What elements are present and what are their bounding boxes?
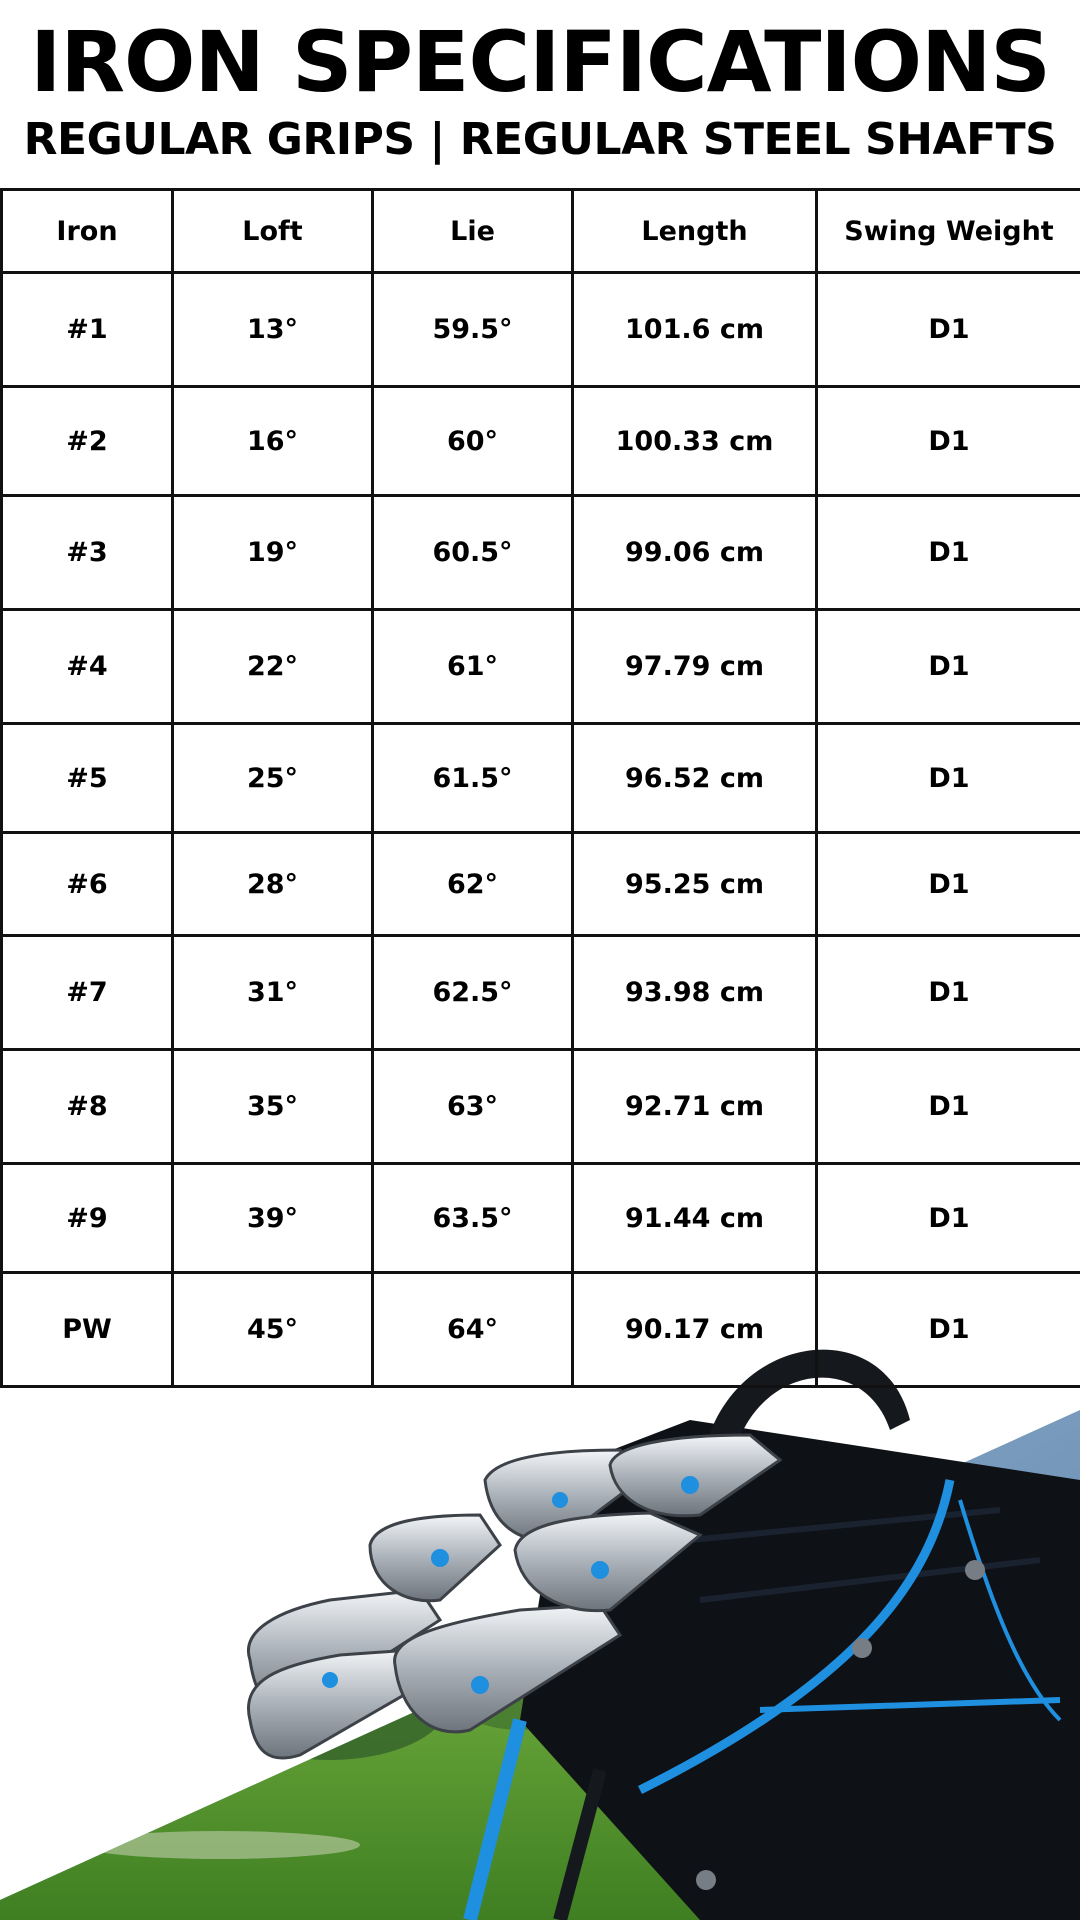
column-header-lie: Lie bbox=[373, 190, 573, 273]
cell-swing-weight: D1 bbox=[817, 833, 1080, 936]
table-row bbox=[2, 1050, 1080, 1164]
cell-length: 100.33 cm bbox=[573, 387, 817, 496]
cell-iron: #1 bbox=[2, 273, 173, 387]
cell-swing-weight: D1 bbox=[817, 610, 1080, 724]
cell-swing-weight: D1 bbox=[817, 1164, 1080, 1273]
golf-bag-photo bbox=[0, 1300, 1080, 1920]
cell-lie: 64° bbox=[373, 1273, 573, 1387]
cell-loft: 39° bbox=[173, 1164, 373, 1273]
cell-iron: #6 bbox=[2, 833, 173, 936]
cell-length: 97.79 cm bbox=[573, 610, 817, 724]
cell-length: 93.98 cm bbox=[573, 936, 817, 1050]
cell-swing-weight: D1 bbox=[817, 1050, 1080, 1164]
table-row bbox=[2, 496, 1080, 610]
cell-iron: #7 bbox=[2, 936, 173, 1050]
cell-swing-weight: D1 bbox=[817, 273, 1080, 387]
table-row bbox=[2, 833, 1080, 936]
table-row bbox=[2, 273, 1080, 387]
column-header-loft: Loft bbox=[173, 190, 373, 273]
cell-loft: 16° bbox=[173, 387, 373, 496]
table-row bbox=[2, 1273, 1080, 1387]
page-title: IRON SPECIFICATIONS bbox=[30, 13, 1050, 111]
cell-loft: 13° bbox=[173, 273, 373, 387]
cell-lie: 62.5° bbox=[373, 936, 573, 1050]
cell-lie: 63° bbox=[373, 1050, 573, 1164]
cell-length: 101.6 cm bbox=[573, 273, 817, 387]
cell-lie: 61° bbox=[373, 610, 573, 724]
cell-loft: 35° bbox=[173, 1050, 373, 1164]
cell-swing-weight: D1 bbox=[817, 724, 1080, 833]
cell-lie: 61.5° bbox=[373, 724, 573, 833]
cell-iron: #4 bbox=[2, 610, 173, 724]
cell-iron: #5 bbox=[2, 724, 173, 833]
cell-iron: #9 bbox=[2, 1164, 173, 1273]
cell-lie: 62° bbox=[373, 833, 573, 936]
cell-length: 96.52 cm bbox=[573, 724, 817, 833]
cell-iron: PW bbox=[2, 1273, 173, 1387]
cell-loft: 31° bbox=[173, 936, 373, 1050]
table-row bbox=[2, 610, 1080, 724]
table-row bbox=[2, 387, 1080, 496]
cell-swing-weight: D1 bbox=[817, 387, 1080, 496]
cell-loft: 45° bbox=[173, 1273, 373, 1387]
cell-length: 91.44 cm bbox=[573, 1164, 817, 1273]
table-header-row bbox=[2, 190, 1080, 273]
cell-loft: 19° bbox=[173, 496, 373, 610]
cell-lie: 60° bbox=[373, 387, 573, 496]
table-row bbox=[2, 1164, 1080, 1273]
cell-loft: 28° bbox=[173, 833, 373, 936]
cell-iron: #3 bbox=[2, 496, 173, 610]
cell-loft: 25° bbox=[173, 724, 373, 833]
cell-lie: 60.5° bbox=[373, 496, 573, 610]
cell-iron: #2 bbox=[2, 387, 173, 496]
cell-length: 95.25 cm bbox=[573, 833, 817, 936]
cell-swing-weight: D1 bbox=[817, 936, 1080, 1050]
iron-specs-table bbox=[0, 188, 1080, 1388]
cell-loft: 22° bbox=[173, 610, 373, 724]
cell-swing-weight: D1 bbox=[817, 496, 1080, 610]
table-row bbox=[2, 724, 1080, 833]
column-header-iron: Iron bbox=[2, 190, 173, 273]
column-header-swing-weight: Swing Weight bbox=[817, 190, 1080, 273]
cell-lie: 59.5° bbox=[373, 273, 573, 387]
cell-length: 99.06 cm bbox=[573, 496, 817, 610]
table-row bbox=[2, 936, 1080, 1050]
cell-swing-weight: D1 bbox=[817, 1273, 1080, 1387]
cell-length: 92.71 cm bbox=[573, 1050, 817, 1164]
page-subtitle: REGULAR GRIPS | REGULAR STEEL SHAFTS bbox=[23, 114, 1057, 165]
golf-bag-with-irons-icon bbox=[0, 1300, 1080, 1920]
cell-length: 90.17 cm bbox=[573, 1273, 817, 1387]
cell-lie: 63.5° bbox=[373, 1164, 573, 1273]
column-header-length: Length bbox=[573, 190, 817, 273]
cell-iron: #8 bbox=[2, 1050, 173, 1164]
